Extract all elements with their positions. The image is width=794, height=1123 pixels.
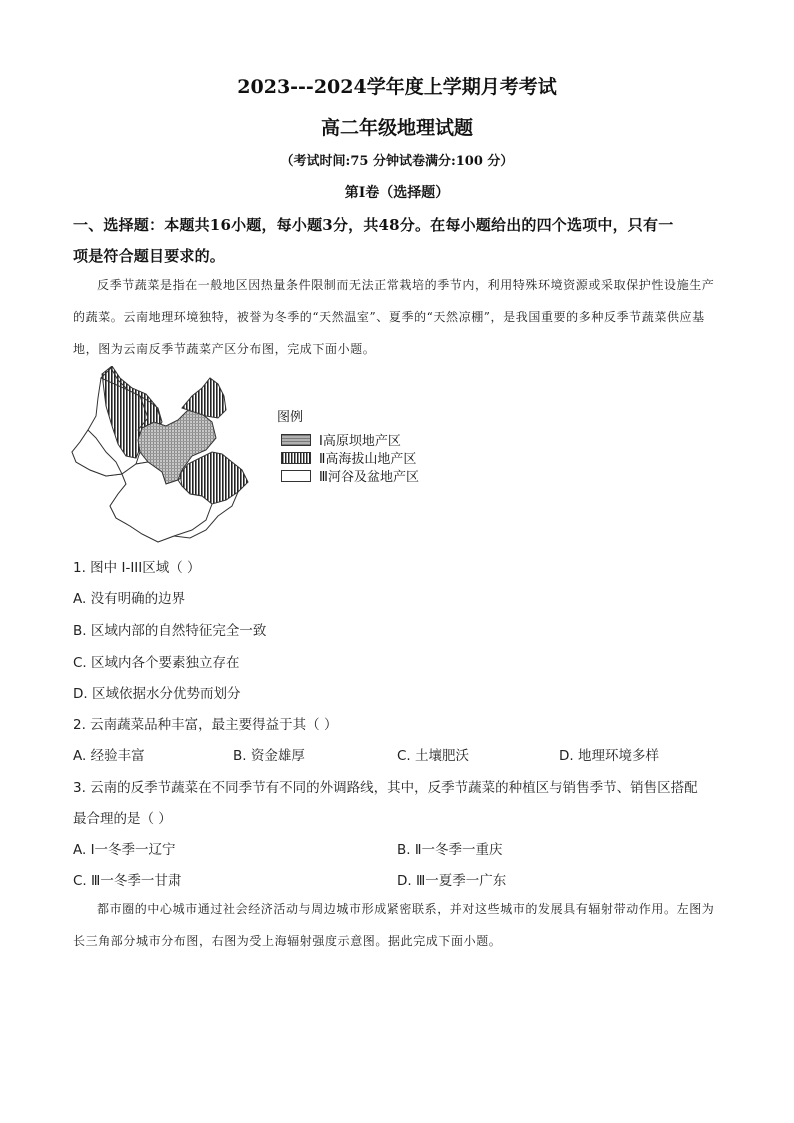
question-1-option-b[interactable]: B. 区域内部的自然特征完全一致 (73, 623, 267, 639)
legend-label: Ⅱ高海拔山地产区 (319, 452, 417, 467)
question-1-option-d[interactable]: D. 区域依据水分优势而划分 (73, 686, 241, 702)
legend-swatch-blank (281, 470, 311, 482)
question-3-option-d[interactable]: D. Ⅲ一夏季一广东 (397, 873, 507, 889)
question-2-option-b[interactable]: B. 资金雄厚 (233, 748, 305, 764)
question-2-option-c[interactable]: C. 土壤肥沃 (397, 748, 470, 764)
question-3-stem-line1: 3. 云南的反季节蔬菜在不同季节有不同的外调路线，其中，反季节蔬菜的种植区与销售季节、销售区搭配 (73, 780, 698, 796)
question-1-option-a[interactable]: A. 没有明确的边界 (73, 591, 186, 607)
question-3-option-b[interactable]: B. Ⅱ一冬季一重庆 (397, 842, 503, 858)
question-2-stem: 2. 云南蔬菜品种丰富，最主要得益于其（ ） (73, 717, 338, 733)
question-1-option-c[interactable]: C. 区域内各个要素独立存在 (73, 655, 240, 671)
instructions-line1: 一、选择题：本题共16小题，每小题3分，共48分。在每小题给出的四个选项中，只有一 (73, 216, 674, 234)
legend-swatch-grid (281, 434, 311, 446)
legend-label: Ⅰ高原坝地产区 (319, 434, 401, 449)
question-3-stem-line2: 最合理的是（ ） (73, 811, 172, 827)
legend-label: Ⅲ河谷及盆地产区 (319, 470, 419, 485)
exam-title: 2023---2024学年度上学期月考考试 (237, 76, 557, 98)
part-label: 第Ⅰ卷（选择题） (344, 185, 450, 201)
legend-title: 图例 (277, 410, 304, 425)
legend-swatch-hatch (281, 452, 311, 464)
exam-subject-title: 高二年级地理试题 (320, 117, 473, 139)
legend-item-highland (281, 448, 416, 467)
passage-metropolitan: 都市圈的中心城市通过社会经济活动与周边城市形成紧密联系，并对这些城市的发展具有辐射带动作用。左图为长三角部分城市分布图，右图为受上海辐射强度示意图。据此完成下面小题。 (73, 902, 715, 948)
question-3-option-c[interactable]: C. Ⅲ一冬季一甘肃 (73, 873, 182, 889)
question-3-option-a[interactable]: A. Ⅰ一冬季一辽宁 (73, 842, 176, 858)
passage-intro: 反季节蔬菜是指在一般地区因热量条件限制而无法正常栽培的季节内，利用特殊环境资源或采取保护性设施生产的蔬菜。云南地理环境独特，被誉为冬季的“天然温室”、夏季的“天然凉棚”，是我国重要的多种反季节蔬菜供应基地，图为云南反季节蔬菜产区分布图，完成下面小题。 (73, 278, 715, 356)
legend-item-plateau (281, 430, 401, 449)
question-2-option-d[interactable]: D. 地理环境多样 (559, 748, 659, 764)
instructions-line2: 项是符合题目要求的。 (73, 247, 226, 265)
yunnan-map-figure (66, 366, 266, 544)
exam-info: （考试时间:75 分钟试卷满分:100 分） (280, 154, 514, 169)
question-2-option-a[interactable]: A. 经验丰富 (73, 748, 145, 764)
legend-item-valley (281, 466, 419, 485)
question-1-stem: 1. 图中 I-III区域（ ） (73, 560, 201, 576)
